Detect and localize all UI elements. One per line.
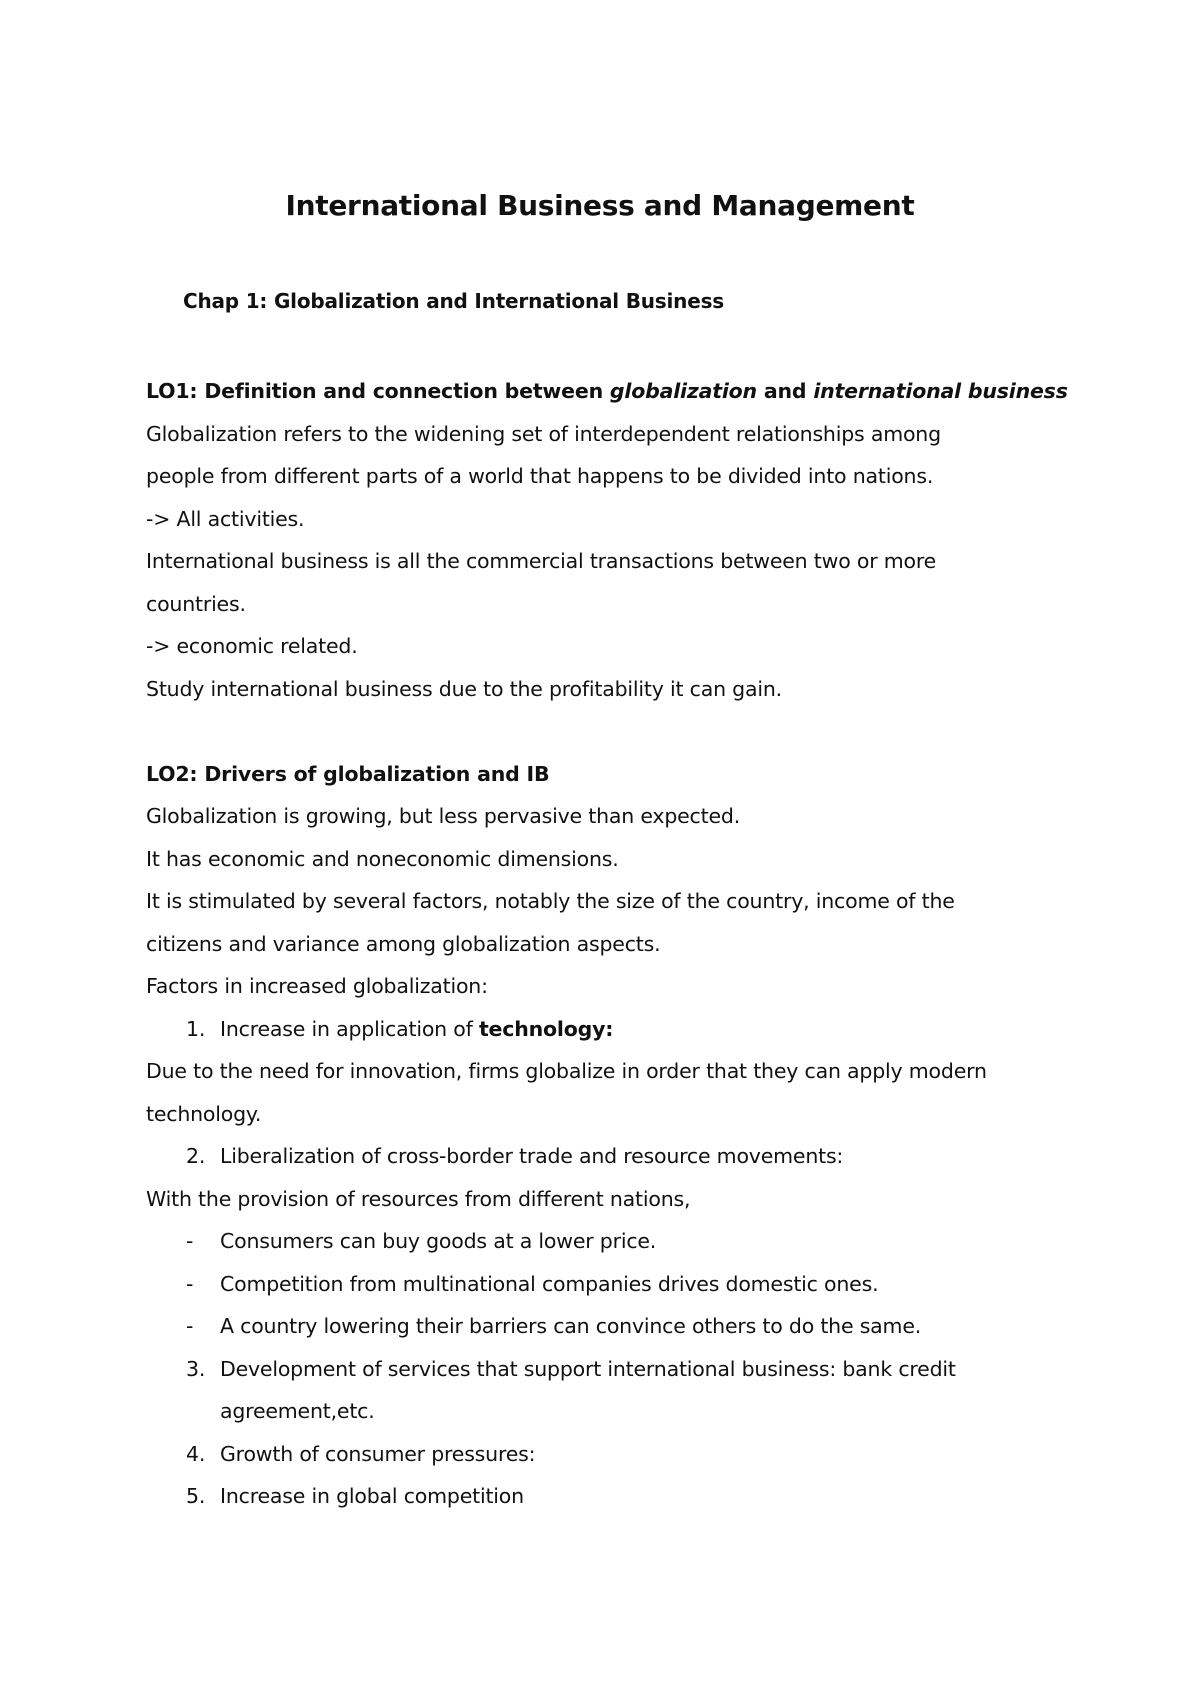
factor-list-item <box>146 1008 1076 1051</box>
factor-text-continuation: agreement,etc. <box>220 1399 375 1423</box>
lo1-term-globalization: globalization <box>609 379 757 403</box>
factor-text: Liberalization of cross-border trade and resource movements: <box>220 1144 844 1168</box>
factor-list-item <box>146 1475 1076 1518</box>
factor-list-item <box>146 1433 1076 1476</box>
factor-list-item <box>146 1348 1076 1391</box>
section-spacer <box>146 710 1076 753</box>
lo2-heading: LO2: Drivers of globalization and IB <box>146 761 550 786</box>
lo1-heading <box>146 370 1076 413</box>
factor-text <box>220 1008 613 1051</box>
chapter-heading: Chap 1: Globalization and International Business <box>183 289 724 313</box>
list-number: 5. <box>186 1484 206 1508</box>
bullet-dash: - <box>186 1314 194 1338</box>
lo1-line: Globalization refers to the widening set of interdependent relationships among <box>146 421 941 446</box>
lo2-line: Globalization is growing, but less pervasive than expected. <box>146 804 741 828</box>
list-number: 4. <box>186 1441 206 1466</box>
bullet-dash: - <box>186 1229 194 1253</box>
document-title: International Business and Management <box>285 189 915 222</box>
lo1-line: -> All activities. <box>146 506 305 531</box>
bullet-list-item <box>146 1220 1076 1263</box>
lo1-line: Study international business due to the profitability it can gain. <box>146 676 782 701</box>
factor-text: Growth of consumer pressures: <box>220 1441 536 1466</box>
lo1-heading-mid: and <box>756 379 814 403</box>
lo1-heading-prefix: LO1: Definition and connection between <box>146 379 610 403</box>
lo2-line: Factors in increased globalization: <box>146 974 488 998</box>
list-number: 3. <box>186 1356 206 1381</box>
list-number: 1. <box>186 1016 206 1041</box>
lo1-line: -> economic related. <box>146 634 358 658</box>
factor-text: Increase in global competition <box>220 1484 524 1508</box>
lo1-line: countries. <box>146 591 246 616</box>
list-number: 2. <box>186 1144 206 1168</box>
factor-intro-line: With the provision of resources from different nations, <box>146 1186 691 1211</box>
factor-keyword-technology: technology: <box>478 1016 614 1041</box>
lo1-term-international-business: international business <box>813 379 1068 403</box>
factor-detail-line: Due to the need for innovation, firms globalize in order that they can apply modern <box>146 1059 987 1083</box>
factor-detail-line: technology. <box>146 1101 262 1126</box>
bullet-list-item <box>146 1263 1076 1306</box>
factor-list-item <box>146 1135 1076 1178</box>
factor-text: Development of services that support international business: bank credit <box>220 1356 956 1381</box>
lo2-line: It has economic and noneconomic dimensions. <box>146 846 619 871</box>
bullet-text: Consumers can buy goods at a lower price. <box>220 1229 657 1253</box>
bullet-text: A country lowering their barriers can convince others to do the same. <box>220 1314 922 1338</box>
lo1-line: International business is all the commercial transactions between two or more <box>146 549 937 573</box>
bullet-dash: - <box>186 1271 194 1296</box>
document-body <box>146 370 1076 1518</box>
lo2-line: It is stimulated by several factors, notably the size of the country, income of the <box>146 889 955 913</box>
bullet-text: Competition from multinational companies drives domestic ones. <box>220 1271 879 1296</box>
lo1-line: people from different parts of a world that happens to be divided into nations. <box>146 464 934 488</box>
factor-text-prefix: Increase in application of <box>220 1016 479 1041</box>
bullet-list-item <box>146 1305 1076 1348</box>
lo2-line: citizens and variance among globalization aspects. <box>146 931 661 956</box>
